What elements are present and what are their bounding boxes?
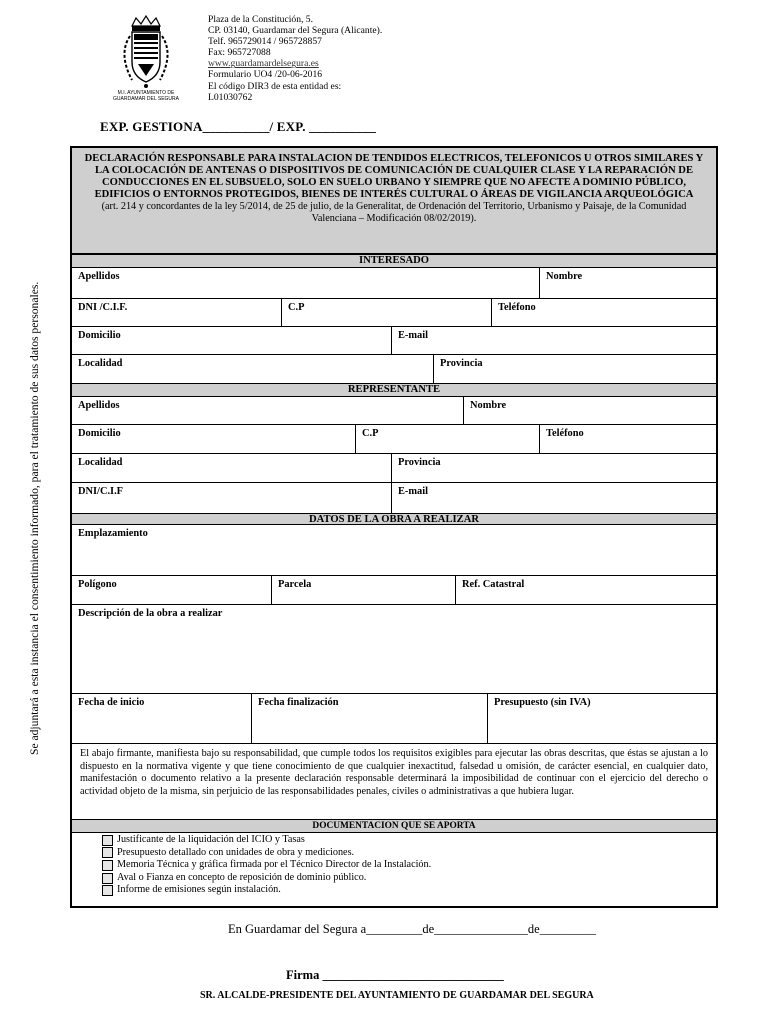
- form-title-box: [72, 148, 716, 254]
- interesado-row-domicilio: [72, 327, 716, 355]
- section-heading-obra: DATOS DE LA OBRA A REALIZAR: [72, 513, 716, 525]
- obra-descripcion-field[interactable]: [72, 605, 716, 693]
- obra-parcela-field[interactable]: [272, 576, 456, 604]
- address-line: CP. 03140, Guardamar del Segura (Alicante).: [208, 25, 383, 37]
- obra-fecha-inicio-field[interactable]: [72, 694, 252, 743]
- field-label: Localidad: [78, 358, 123, 369]
- field-label: Teléfono: [546, 428, 584, 439]
- obra-presupuesto-field[interactable]: [488, 694, 716, 743]
- recipient-line: SR. ALCALDE-PRESIDENTE DEL AYUNTAMIENTO DE GUARDAMAR DEL SEGURA: [200, 990, 594, 1001]
- field-label: DNI/C.I.F: [78, 486, 124, 497]
- field-label: Nombre: [470, 400, 507, 411]
- signature-line[interactable]: Firma _____________________________: [286, 968, 504, 982]
- obra-ref-catastral-field[interactable]: [456, 576, 716, 604]
- document-label: Informe de emisiones según instalación.: [117, 884, 281, 896]
- representante-row-apellidos: [72, 397, 716, 425]
- field-label: C.P: [362, 428, 379, 439]
- obra-emplazamiento-field[interactable]: [72, 525, 716, 575]
- field-label: Nombre: [546, 271, 583, 282]
- interesado-row-apellidos: [72, 268, 716, 299]
- representante-dni-field[interactable]: [72, 483, 392, 513]
- field-label: Localidad: [78, 457, 123, 468]
- logo-caption-line: GUARDAMAR DEL SEGURA: [113, 96, 179, 102]
- field-label: E-mail: [398, 330, 429, 341]
- representante-row-localidad: [72, 454, 716, 483]
- field-label: Fecha finalización: [258, 697, 339, 708]
- interesado-domicilio-field[interactable]: [72, 327, 392, 354]
- checkbox[interactable]: [102, 860, 113, 871]
- expedient-line[interactable]: EXP. GESTIONA__________/ EXP. __________: [100, 119, 377, 134]
- interesado-cp-field[interactable]: [282, 299, 492, 326]
- interesado-row-localidad: [72, 355, 716, 383]
- checkbox[interactable]: [102, 847, 113, 858]
- obra-row-descripcion: [72, 605, 716, 694]
- field-label: Presupuesto (sin IVA): [494, 697, 591, 708]
- field-label: Domicilio: [78, 330, 121, 341]
- interesado-nombre-field[interactable]: [540, 268, 716, 298]
- signature-date-line[interactable]: En Guardamar del Segura a_________de_______________de_________: [228, 922, 596, 936]
- document-label: Memoria Técnica y gráfica firmada por el Técnico Director de la Instalación.: [117, 859, 432, 871]
- field-label: Fecha de inicio: [78, 697, 145, 708]
- field-label: Descripción de la obra a realizar: [78, 608, 223, 619]
- interesado-email-field[interactable]: [392, 327, 716, 354]
- obra-row-fechas: [72, 694, 716, 744]
- representante-telefono-field[interactable]: [540, 425, 716, 453]
- field-label: C.P: [288, 302, 305, 313]
- representante-cp-field[interactable]: [356, 425, 540, 453]
- field-label: Ref. Catastral: [462, 579, 525, 590]
- obra-row-poligono: [72, 576, 716, 605]
- logo-caption-line: M.I. AYUNTAMIENTO DE: [117, 90, 175, 96]
- representante-provincia-field[interactable]: [392, 454, 716, 482]
- address-line: Fax: 965727088: [208, 47, 271, 59]
- interesado-apellidos-field[interactable]: [72, 268, 540, 298]
- representante-nombre-field[interactable]: [464, 397, 716, 424]
- representante-email-field[interactable]: [392, 483, 716, 513]
- obra-fecha-fin-field[interactable]: [252, 694, 488, 743]
- document-item: [102, 884, 431, 897]
- representante-row-domicilio: [72, 425, 716, 454]
- declaration-text: El abajo firmante, manifiesta bajo su responsabilidad, que cumple todos los requisitos exigibles para ejecutar las obras descritas, que éstas se ajustan a lo dispuesto en la normativa vigente y que tiene conocimiento de que cualquier inexactitud, falsedad u omisión, de carácter esencial, en cualquier dato, manifestación o documento relativo a la presente declaración responsable determinará la imposibilidad de continuar con el ejercicio del derecho o actividad objeto de la misma, sin perjuicio de las responsabilidades penales, civiles o administrativas a que hubiera lugar.: [80, 748, 708, 797]
- field-label: Apellidos: [78, 271, 120, 282]
- field-label: Parcela: [278, 579, 312, 590]
- section-heading-representante: REPRESENTANTE: [72, 383, 716, 397]
- checkbox[interactable]: [102, 885, 113, 896]
- document-item: [102, 834, 431, 847]
- field-label: Apellidos: [78, 400, 120, 411]
- form-title: DECLARACIÓN RESPONSABLE PARA INSTALACION DE TENDIDOS ELECTRICOS, TELEFONICOS U OTROS SIMILARES Y LA COLOCACIÓN DE ANTENAS O DISPOSITIVOS DE COMUNICACIÓN DE CUALQUIER CLASE Y LA REPARACIÓN DE CONDUCCIONES EN EL SUBSUELO, SOLO EN SUELO URBANO Y SIEMPRE QUE NO AFECTE A DOMINIO PÚBLICO, EDIFICIOS O ENTORNOS PROTEGIDOS, BIENES DE INTERÉS CULTURAL O ÁREAS DE VIGILANCIA ARQUEOLÓGICA: [84, 153, 704, 200]
- side-consent-text: Se adjuntará a esta instancia el consentimiento informado, para el tratamiento de sus datos personales.: [28, 281, 41, 755]
- obra-poligono-field[interactable]: [72, 576, 272, 604]
- interesado-row-dni: [72, 299, 716, 327]
- form-code-line: Formulario UO4 /20-06-2016: [208, 69, 323, 81]
- document-item: [102, 872, 431, 885]
- document-label: Justificante de la liquidación del ICIO y Tasas: [117, 834, 305, 845]
- address-line: Telf. 965729014 / 965728857: [208, 36, 322, 48]
- interesado-dni-field[interactable]: [72, 299, 282, 326]
- address-line: Plaza de la Constitución, 5.: [208, 14, 313, 25]
- documents-checklist: [102, 834, 431, 897]
- address-block: [208, 14, 382, 103]
- interesado-telefono-field[interactable]: [492, 299, 716, 326]
- form-code-line: L01030762: [208, 91, 253, 103]
- representante-domicilio-field[interactable]: [72, 425, 356, 453]
- checkbox[interactable]: [102, 835, 113, 846]
- field-label: Emplazamiento: [78, 528, 148, 539]
- field-label: E-mail: [398, 486, 429, 497]
- document-item: [102, 859, 431, 872]
- interesado-provincia-field[interactable]: [434, 355, 716, 383]
- document-item: [102, 847, 431, 860]
- representante-apellidos-field[interactable]: [72, 397, 464, 424]
- field-label: Teléfono: [498, 302, 536, 313]
- website-link[interactable]: www.guardamardelsegura.es: [208, 58, 319, 70]
- representante-row-dni: [72, 483, 716, 513]
- form-code-line: El código DIR3 de esta entidad es:: [208, 80, 342, 92]
- declaration-form: [70, 146, 718, 908]
- field-label: Provincia: [398, 457, 441, 468]
- section-heading-documentacion: DOCUMENTACION QUE SE APORTA: [72, 819, 716, 833]
- form-legal-reference: (art. 214 y concordantes de la ley 5/2014, de 25 de julio, de la Generalitat, de Ordenación del Territorio, Urbanismo y Paisaje, de la Comunidad Valenciana – Modificación 08/02/2019).: [101, 201, 687, 224]
- field-label: Provincia: [440, 358, 483, 369]
- document-label: Presupuesto detallado con unidades de obra y mediciones.: [117, 846, 355, 858]
- document-label: Aval o Fianza en concepto de reposición de dominio público.: [117, 871, 367, 883]
- checkbox[interactable]: [102, 873, 113, 884]
- logo-caption: [104, 90, 188, 102]
- representante-localidad-field[interactable]: [72, 454, 392, 482]
- field-label: DNI /C.I.F.: [78, 302, 128, 313]
- field-label: Domicilio: [78, 428, 121, 439]
- interesado-localidad-field[interactable]: [72, 355, 434, 383]
- obra-row-emplazamiento: [72, 525, 716, 576]
- field-label: Polígono: [78, 579, 117, 590]
- section-heading-interesado: INTERESADO: [72, 254, 716, 268]
